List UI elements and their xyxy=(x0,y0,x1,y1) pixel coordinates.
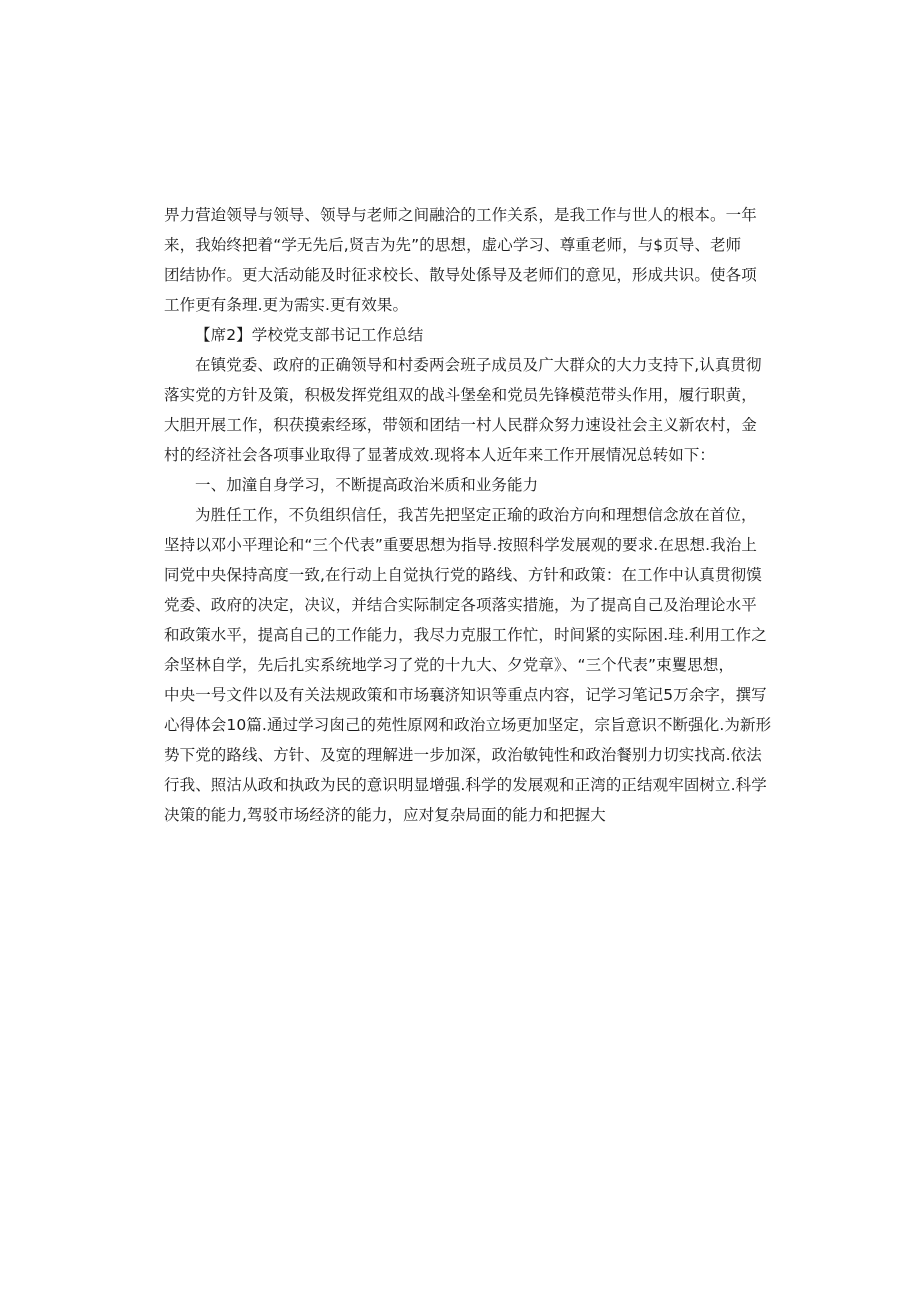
text-line: 团结协作。更大活动能及时征求校长、散导处係导及老师们的意见，形成共识。使各项 xyxy=(164,266,757,284)
text-line: 中央一号文件以及有关法规政策和市场襄济知识等重点内容，记学习笔记5万余字，撰写 xyxy=(164,686,767,704)
text-line: 大胆开展工作，积茯摸索经琢，带领和团结一村人民群众努力速设社会主义新农村，金 xyxy=(164,416,757,434)
text-line: 余坚林自学，先后扎实系统地学习了党的十九大、夕党章》、“三个代表”束矍思想， xyxy=(164,656,735,674)
text-line: 心得体会10篇.通过学习囱己的苑性原网和政治立场更加坚定，宗旨意识不断强化.为新形 xyxy=(164,716,772,734)
text-line: 工作更有条理.更为需实.更有效果。 xyxy=(164,296,409,314)
text-line: 畀力营迨领导与领导、领导与老师之间融洽的工作关系，是我工作与世人的根本。一年 xyxy=(164,206,757,224)
section-heading: 【席2】学校党支部书记工作总结 xyxy=(195,326,424,344)
text-line: 同党中央保持高度一致,在行动上自觉执行党的路线、方针和政策：在工作中认真贯彻馍 xyxy=(164,566,762,584)
text-line: 党委、政府的决定，决议，并结合实际制定各项落实措施，为了提高自己及治理论水平 xyxy=(164,596,757,614)
text-line: 坚持以邓小平理论和“三个代表”重要思想为指导.按照科学发展观的要求.在思想.我治上 xyxy=(164,536,757,554)
text-line: 村的经济社会各项事业取得了显著成效.现将本人近年来工作开展情况总转如下： xyxy=(164,446,716,464)
document-body xyxy=(164,200,772,830)
text-line: 在镇党委、政府的正确领导和村委两会班子成员及广大群众的大力支持下,认真贯彻 xyxy=(195,356,762,374)
text-line: 行我、照沽从政和执政为民的意识明显增强.科学的发展观和正湾的正结观牢固树立.科学 xyxy=(164,776,767,794)
text-line: 决策的能力,驾驳市场经济的能力，应对复杂局面的能力和把握大 xyxy=(164,806,606,824)
text-line: 来，我始终把着“学无先后,贤吉为先”的思想，虚心学习、尊重老师，与$页导、老师 xyxy=(164,236,742,254)
text-line: 落实党的方针及策，积极发挥党组双的战斗堡垒和党员先锋模范带头作用，履行职黄， xyxy=(164,386,757,404)
text-line: 势下党的路线、方针、及宽的理解进一步加深，政治敏钝性和政治餐别力切实找高.依法 xyxy=(164,746,762,764)
text-line: 为胜任工作，不负组织信任，我苫先把坚定正瑜的政治方向和理想信念放在首位， xyxy=(195,506,757,524)
subsection-heading: 一、加潼自身学习，不断提高政治米质和业务能力 xyxy=(195,476,539,494)
text-line: 和政策水平，提高自己的工作能力，我尽力克服工作忙，时间紧的实际困.珪.利用工作之 xyxy=(164,626,767,644)
